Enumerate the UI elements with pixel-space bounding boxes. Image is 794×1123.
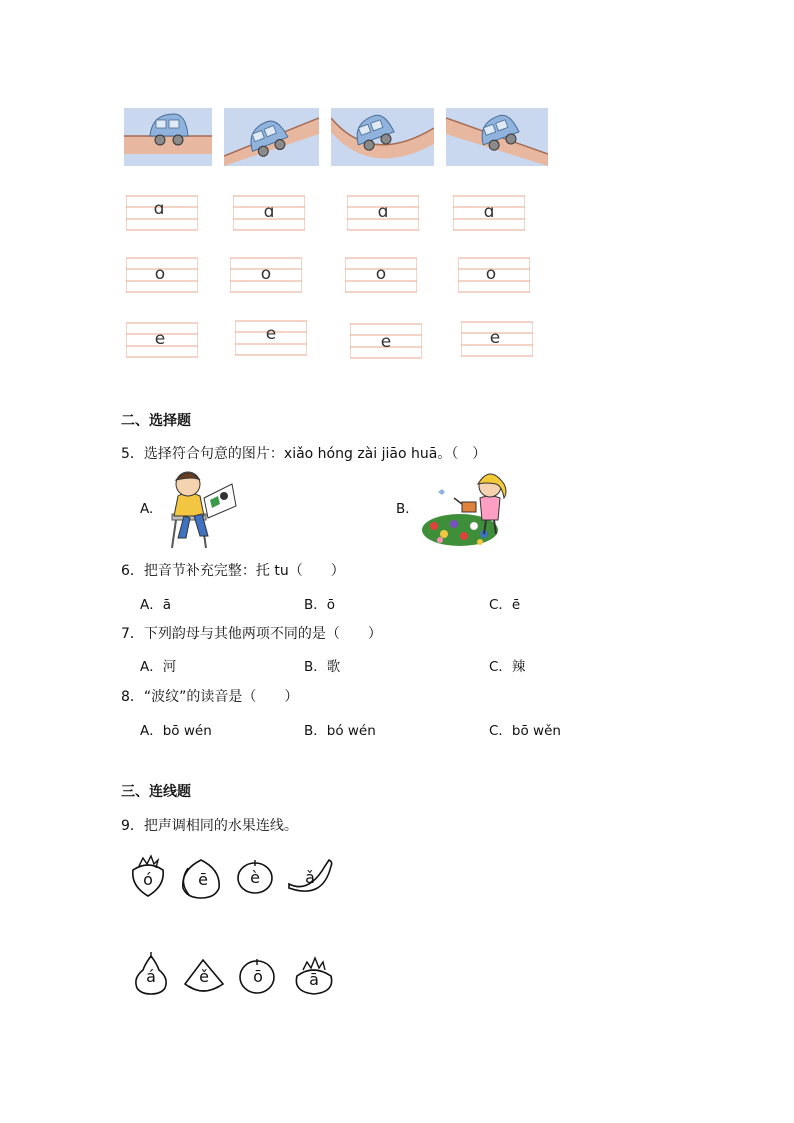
fruit-tone: á [146,967,156,986]
fruit-tone: ō [253,967,263,986]
writing-box-o-1[interactable] [126,257,198,293]
letter: e [154,329,166,349]
question-6: 6．把音节补充完整：托 tu（ ） [121,563,345,579]
strawberry-fruit-1[interactable] [125,852,171,898]
question-8: 8．“波纹”的读音是（ ） [121,689,299,705]
fruit-tone: ǎ [305,868,315,887]
girl-watering-flowers-picture[interactable] [420,468,512,550]
writing-box-a-3[interactable] [347,195,419,231]
banana-fruit[interactable] [285,852,335,898]
writing-box-a-1[interactable] [126,195,198,231]
letter: ɑ [153,199,165,219]
writing-box-a-4[interactable] [453,195,525,231]
q8-option-c[interactable]: C．bō wěn [489,723,561,739]
fruit-tone: ó [143,870,153,889]
writing-box-e-2[interactable] [235,320,307,356]
writing-box-e-1[interactable] [126,322,198,358]
orange-fruit[interactable] [233,856,279,902]
letter: ɑ [263,202,275,222]
letter: o [485,264,497,284]
q6-option-b[interactable]: B．ō [304,597,336,613]
car-picture-flat [124,108,212,166]
strawberry-fruit-2[interactable] [291,954,337,1000]
letter: ɑ [483,202,495,222]
letter: ɑ [377,202,389,222]
watermelon-slice[interactable] [181,954,227,1000]
letter: o [154,264,166,284]
car-picture-valley [331,108,434,166]
boy-reading-picture[interactable] [164,466,242,550]
letter: e [489,328,501,348]
car-picture-downhill [446,108,548,166]
q8-option-a[interactable]: A．bō wén [140,723,212,739]
letter: o [375,264,387,284]
writing-box-e-4[interactable] [461,321,533,357]
section-heading-choice: 二、选择题 [121,413,191,429]
letter: e [380,332,392,352]
writing-box-o-4[interactable] [458,257,530,293]
writing-box-o-3[interactable] [345,257,417,293]
q7-option-b[interactable]: B．歌 [304,659,341,675]
section-heading-matching: 三、连线题 [121,784,191,800]
question-9: 9．把声调相同的水果连线。 [121,818,298,834]
letter: o [260,264,272,284]
letter: e [265,324,277,344]
peach-fruit[interactable] [178,856,224,902]
q7-option-a[interactable]: A．河 [140,659,177,675]
question-5: 5．选择符合句意的图片：xiǎo hóng zài jiāo huā。（ ） [121,446,487,462]
q7-option-c[interactable]: C．辣 [489,659,526,675]
writing-box-o-2[interactable] [230,257,302,293]
fruit-tone: è [250,868,260,887]
pear-fruit[interactable] [128,950,174,996]
q5-option-a-label[interactable]: A. [140,501,154,517]
writing-box-e-3[interactable] [350,323,422,359]
fruit-tone: ě [199,967,209,986]
car-picture-uphill [224,108,319,166]
fruit-tone: ā [309,970,319,989]
q5-option-b-label[interactable]: B. [396,501,410,517]
q8-option-b[interactable]: B．bó wén [304,723,376,739]
q6-option-a[interactable]: A．ā [140,597,172,613]
q6-option-c[interactable]: C．ē [489,597,521,613]
apple-fruit[interactable] [235,955,281,1001]
writing-box-a-2[interactable] [233,195,305,231]
question-7: 7．下列韵母与其他两项不同的是（ ） [121,626,382,642]
fruit-tone: ē [198,870,208,889]
